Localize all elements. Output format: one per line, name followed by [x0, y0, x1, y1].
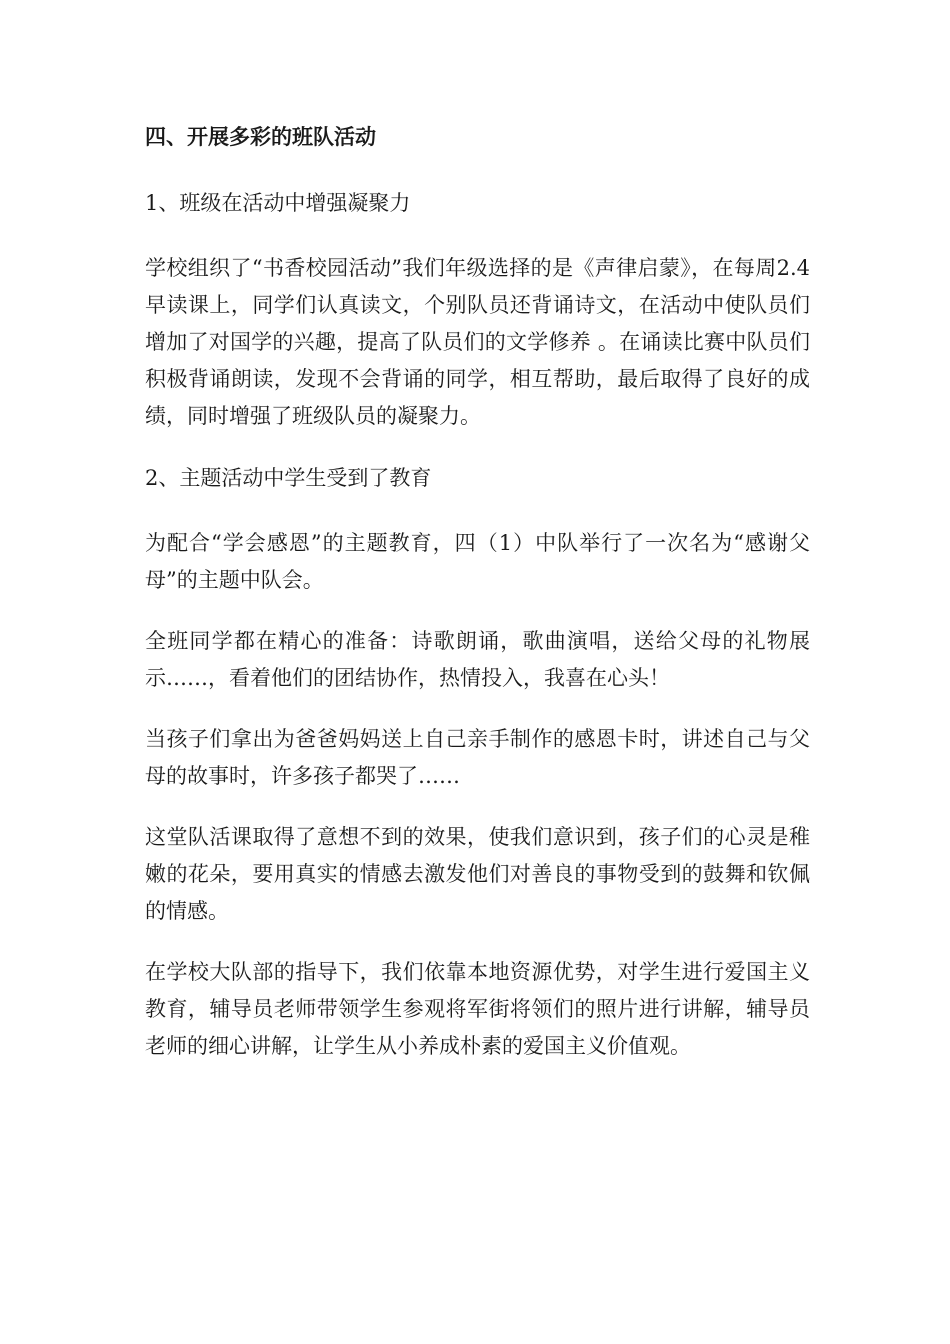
paragraph: 在学校大队部的指导下，我们依靠本地资源优势，对学生进行爱国主义教育，辅导员老师带领学生参观将军街将领们的照片进行讲解，辅导员老师的细心讲解，让学生从小养成朴素的爱国主义价值观。 [145, 960, 810, 1058]
paragraph: 学校组织了“书香校园活动”我们年级选择的是《声律启蒙》，在每周2.4早读课上，同学们认真读文，个别队员还背诵诗文，在活动中使队员们增加了对国学的兴趣，提高了队员们的文学修养 。在诵读比赛中队员们积极背诵朗读，发现不会背诵的同学，相互帮助，最后取得了良好的成绩，同时增强了班级队员的凝聚力。 [145, 256, 810, 428]
subsection-title-1: 1、班级在活动中增强凝聚力 [145, 191, 411, 215]
paragraph: 当孩子们拿出为爸爸妈妈送上自己亲手制作的感恩卡时，讲述自己与父母的故事时，许多孩子都哭了…… [145, 727, 810, 788]
section-heading: 四、开展多彩的班队活动 [145, 124, 376, 149]
subsection-title-2: 2、主题活动中学生受到了教育 [145, 466, 432, 490]
paragraph: 全班同学都在精心的准备：诗歌朗诵，歌曲演唱，送给父母的礼物展示……，看着他们的团结协作，热情投入，我喜在心头！ [145, 629, 810, 690]
paragraph: 为配合“学会感恩”的主题教育，四（1）中队举行了一次名为“感谢父母”的主题中队会。 [145, 531, 810, 592]
document-page [145, 118, 810, 1089]
paragraph: 这堂队活课取得了意想不到的效果，使我们意识到，孩子们的心灵是稚嫩的花朵，要用真实的情感去激发他们对善良的事物受到的鼓舞和钦佩的情感。 [145, 825, 810, 923]
